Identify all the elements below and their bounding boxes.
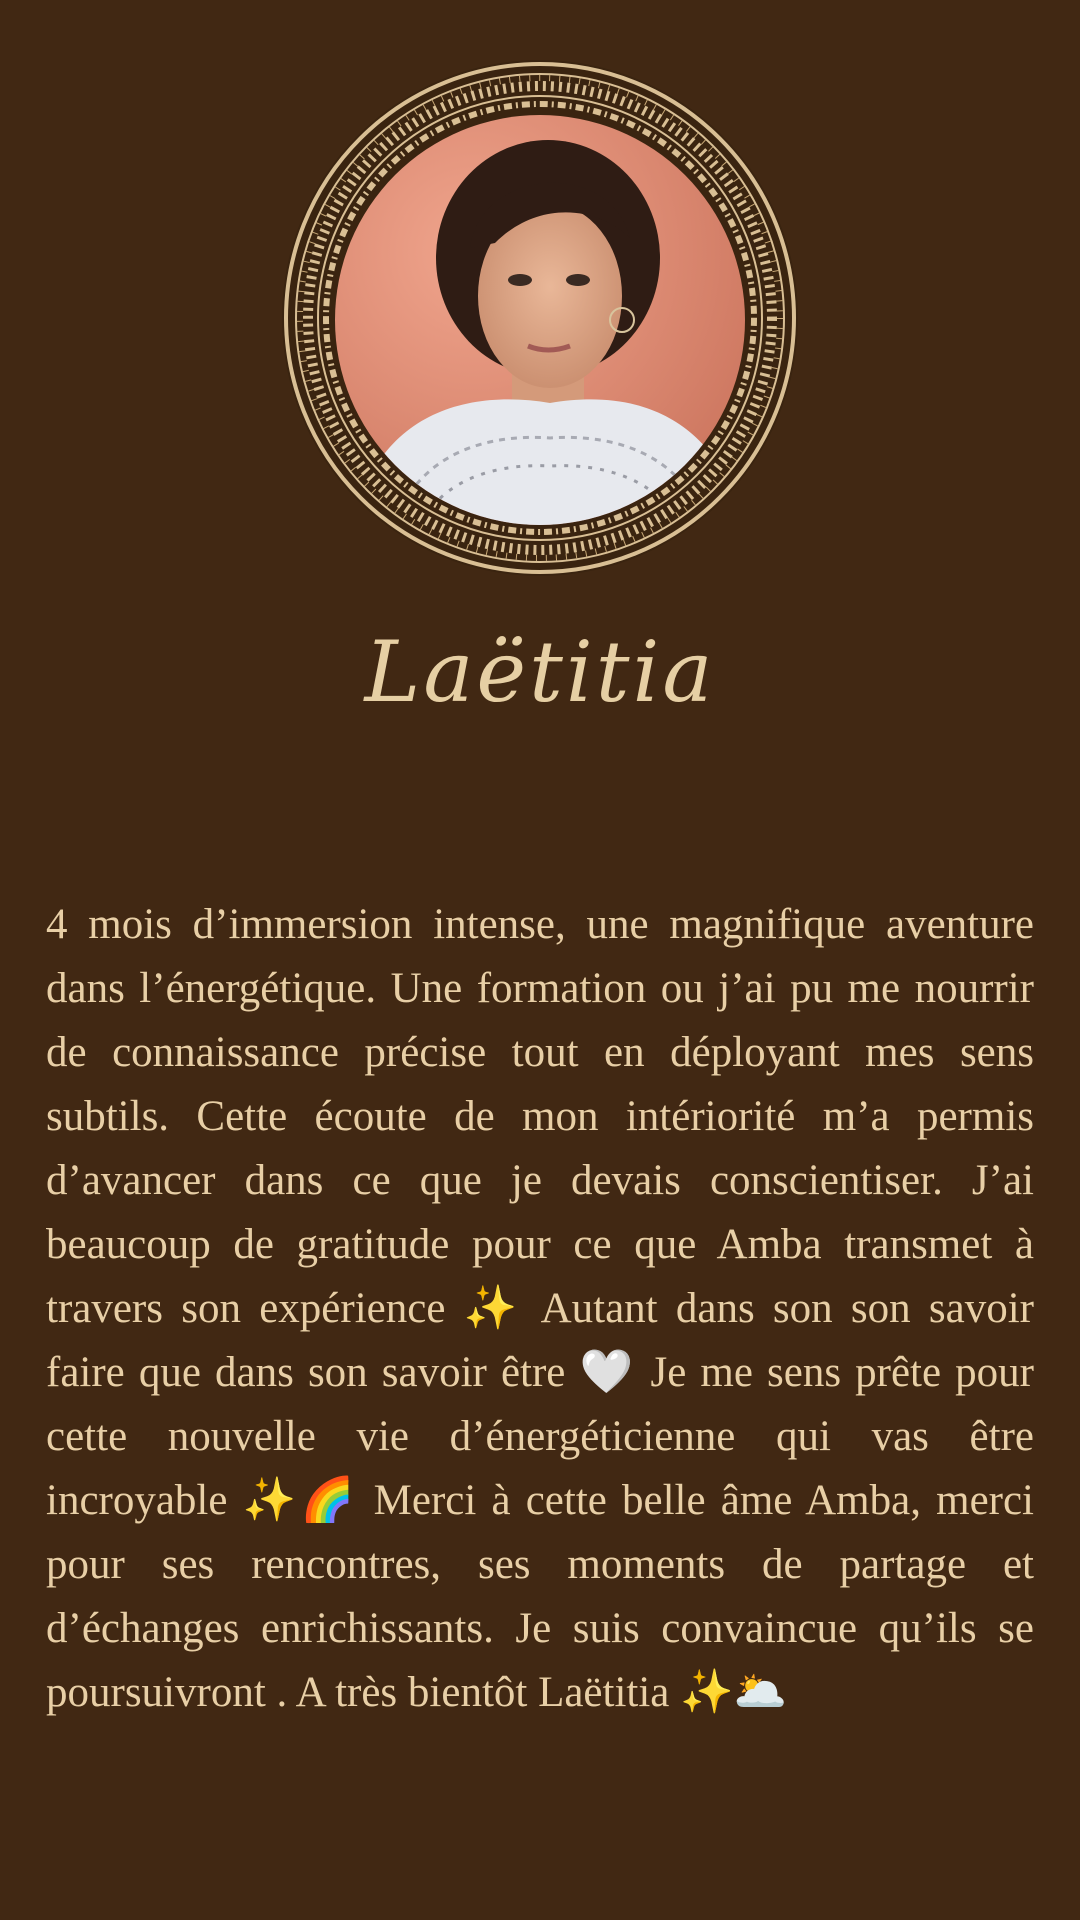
person-name: Laëtitia [364, 623, 716, 721]
testimonial-text: 4 mois d’immersion intense, une magnifique aventure dans l’énergétique. Une formation ou j’ai pu me nourrir de connaissance précise tout en déployant mes sens subtils. Cette écoute de mon intériorité m’a permis d’avancer dans ce que je devais conscientiser. J’ai beaucoup de gratitude pour ce que Amba transmet à travers son expérience ✨ Autant dans son son savoir faire que dans son savoir être 🤍 Je me sens prête pour cette nouvelle vie d’énergéticienne qui vas être incroyable ✨🌈 Merci à cette belle âme Amba, merci pour ses rencontres, ses moments de partage et d’échanges enrichissants. Je suis convaincue qu’ils se poursuivront . A très bientôt Laëtitia ✨🌥️ [46, 901, 1034, 1716]
portrait-frame-icon [280, 58, 800, 578]
avatar [280, 58, 800, 578]
